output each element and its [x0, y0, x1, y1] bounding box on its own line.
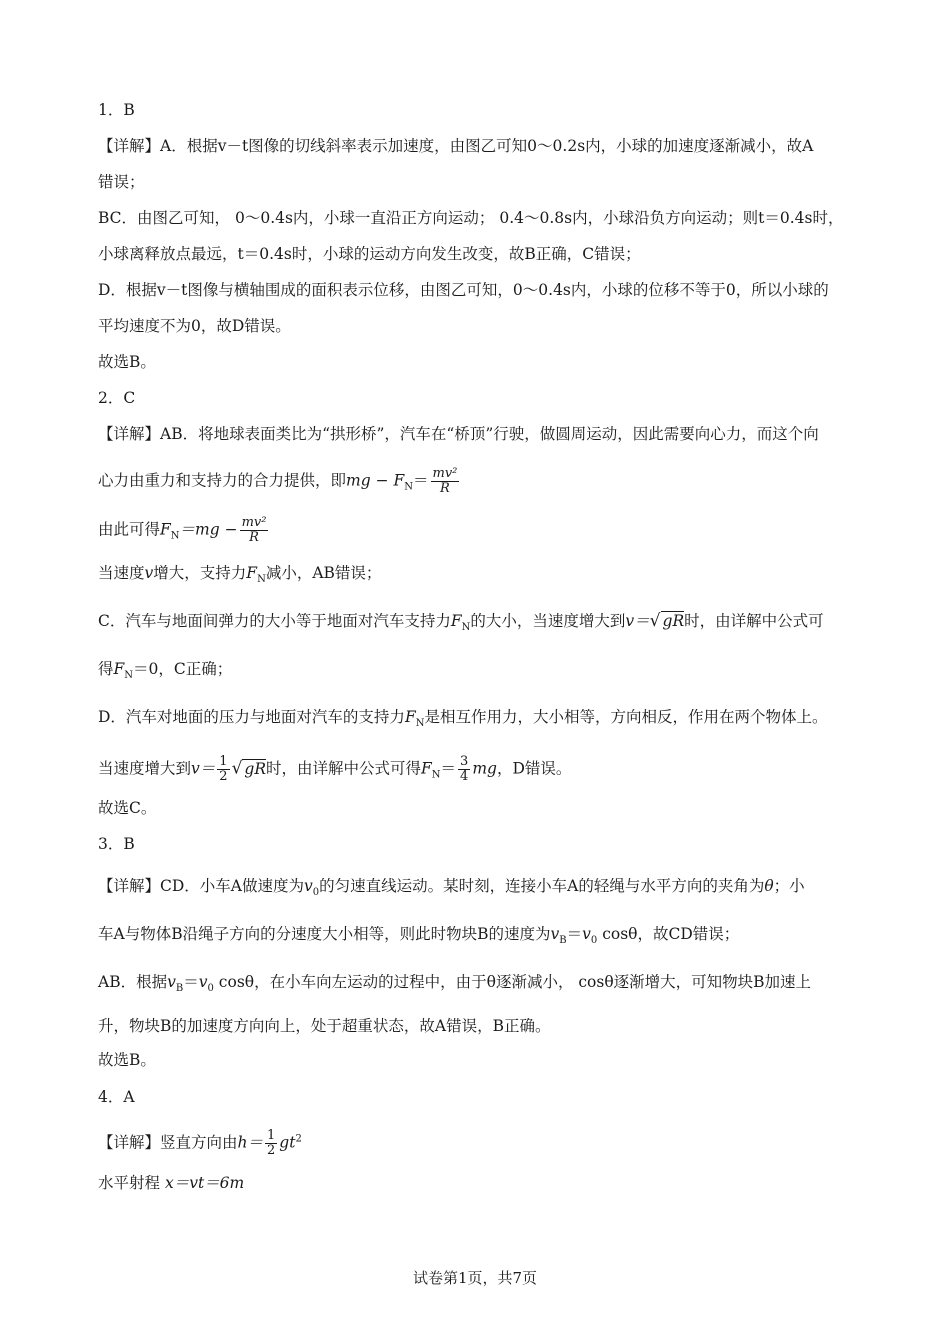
text: 【详解】CD．小车A做速度为: [98, 877, 304, 895]
text: 当速度增大到: [98, 759, 192, 778]
q2-line-2: [98, 467, 461, 498]
q3-line-5: 故选B。: [98, 1051, 156, 1069]
q3-line-2: [98, 924, 739, 951]
equals-sign: ＝: [440, 759, 457, 778]
symbol-mg: mg: [472, 759, 497, 778]
q2-line-3-text: 由此可得: [98, 520, 161, 539]
symbol-f: F: [450, 612, 462, 630]
symbol-v: v: [582, 925, 591, 943]
text: 时，由详解中公式可得: [266, 759, 422, 778]
fraction-numerator: mv²: [432, 466, 458, 481]
q4-line-2: [98, 1173, 244, 1193]
q2-title: 2．C: [98, 389, 136, 407]
q2-line-5: [98, 611, 824, 638]
formula-h-equals: h＝: [237, 1133, 263, 1152]
symbol-v: v: [303, 877, 313, 895]
fraction-three-quarters: [458, 755, 470, 784]
text: ，在小车向左运动的过程中，由于θ逐渐减小， cosθ逐渐增大，可知物块B加速上: [254, 973, 812, 991]
fraction-numerator: 1: [267, 1128, 276, 1143]
fraction-denominator: R: [249, 530, 259, 545]
superscript-2: 2: [295, 1133, 302, 1145]
subscript-n: N: [431, 769, 441, 781]
formula-cos-theta: cosθ: [213, 973, 255, 991]
subscript-0: 0: [312, 887, 320, 899]
fraction-one-half: [265, 1129, 277, 1158]
sqrt-icon: √: [649, 611, 661, 631]
q1-line-6: 平均速度不为0，故D错误。: [98, 317, 291, 335]
radicand-gr: gR: [244, 759, 266, 778]
page-footer: 试卷第1页，共7页: [412, 1269, 538, 1287]
fraction-denominator: R: [440, 481, 450, 496]
q2-line-9: 故选C。: [98, 799, 157, 817]
radicand-gr: gR: [662, 612, 685, 630]
text: 的匀速直线运动。某时刻，连接小车A的轻绳与水平方向的夹角为: [319, 877, 765, 895]
q1-line-4: 小球离释放点最远，t＝0.4s时，小球的运动方向发生改变，故B正确，C错误；: [98, 245, 641, 263]
subscript-n: N: [170, 530, 180, 542]
subscript-0: 0: [207, 983, 214, 995]
fraction-mv2-over-r: [431, 467, 460, 496]
fraction-denominator: 4: [460, 769, 469, 784]
formula-v-equals: v＝: [191, 759, 216, 778]
fraction-denominator: 2: [267, 1143, 276, 1158]
q1-line-5: D．根据v－t图像与横轴围成的面积表示位移，由图乙可知，0～0.4s内，小球的位移不等于0，所以小球的: [98, 281, 829, 299]
symbol-v: v: [144, 564, 154, 582]
formula-v-equals: v＝: [625, 612, 650, 630]
fraction-numerator: 1: [219, 754, 228, 769]
q2-line-1: 【详解】AB．将地球表面类比为“拱形桥”，汽车在“桥顶”行驶，做圆周运动，因此需要向心力，而这个向: [98, 425, 819, 443]
q2-line-6: [98, 659, 232, 686]
symbol-f: F: [160, 520, 171, 539]
q3-line-1: [98, 876, 805, 903]
text: 的大小，当速度增大到: [470, 612, 626, 630]
q1-title: 1．B: [98, 101, 135, 119]
text: D．汽车对地面的压力与地面对汽车的支持力: [98, 708, 405, 726]
q3-title: 3．B: [98, 835, 135, 853]
fraction-numerator: mv²: [241, 515, 267, 530]
formula-x-equals-vt: x＝vt＝6m: [164, 1174, 245, 1192]
q2-line-4: [98, 563, 381, 590]
text: ；小: [773, 877, 805, 895]
q1-line-7: 故选B。: [98, 353, 156, 371]
q2-line-2-text: 心力由重力和支持力的合力提供，即: [98, 471, 347, 490]
text: 当速度: [98, 564, 145, 582]
q2-line-3: [98, 516, 270, 547]
q3-line-4: 升，物块B的加速度方向向上，处于超重状态，故A错误，B正确。: [98, 1017, 551, 1035]
subscript-n: N: [461, 622, 471, 634]
text: 【详解】竖直方向由: [98, 1133, 238, 1152]
subscript-n: N: [415, 718, 425, 730]
symbol-v: v: [167, 973, 176, 991]
symbol-theta: θ: [764, 877, 774, 895]
q4-title: 4．A: [98, 1088, 135, 1106]
q2-line-7: [98, 707, 827, 734]
q1-line-1: 【详解】A．根据v－t图像的切线斜率表示加速度，由图乙可知0～0.2s内，小球的加速度逐渐减小，故A: [98, 137, 814, 155]
symbol-f: F: [421, 759, 432, 778]
fraction-numerator: 3: [460, 754, 469, 769]
text: ，故CD错误；: [637, 925, 740, 943]
text: 车A与物体B沿绳子方向的分速度大小相等，则此时物块B的速度为: [98, 925, 551, 943]
q2-line-8: [98, 755, 571, 786]
subscript-n: N: [124, 670, 134, 682]
subscript-b: B: [175, 983, 184, 995]
q1-line-2: 错误；: [98, 173, 145, 191]
text: ，D错误。: [496, 759, 572, 778]
subscript-n: N: [257, 574, 266, 586]
equals-sign: ＝: [566, 925, 583, 943]
text: C．汽车与地面间弹力的大小等于地面对汽车支持力: [98, 612, 451, 630]
symbol-v: v: [198, 973, 208, 991]
text: 增大，支持力: [153, 564, 247, 582]
formula-cos-theta: cosθ: [597, 925, 638, 943]
subscript-b: B: [559, 935, 567, 947]
text: 得: [98, 660, 114, 678]
subscript-0: 0: [590, 935, 598, 947]
sqrt-icon: √: [231, 758, 243, 779]
text: ＝0，C正确；: [133, 660, 233, 678]
symbol-f: F: [404, 708, 416, 726]
fraction-one-half: [217, 755, 229, 784]
text: 水平射程: [98, 1174, 161, 1192]
q1-line-3: BC．由图乙可知， 0～0.4s内，小球一直沿正方向运动； 0.4～0.8s内，小球沿负方向运动；则t＝0.4s时，: [98, 209, 844, 227]
symbol-f: F: [246, 564, 258, 582]
formula-mg-minus-f: mg − F: [346, 471, 405, 490]
fraction-denominator: 2: [219, 769, 228, 784]
equals-sign: ＝: [183, 973, 199, 991]
fraction-mv2-over-r: [240, 516, 269, 545]
text: AB．根据: [98, 973, 168, 991]
symbol-f: F: [113, 660, 125, 678]
text: 时，由详解中公式可: [684, 612, 824, 630]
text: 是相互作用力，大小相等，方向相反，作用在两个物体上。: [424, 708, 828, 726]
symbol-v: v: [550, 925, 560, 943]
q4-line-1: [98, 1129, 302, 1158]
text: 减小，AB错误；: [265, 564, 382, 582]
symbol-gt: gt: [279, 1133, 296, 1152]
formula-equals-mg-minus: ＝mg −: [179, 520, 238, 539]
q3-line-3: [98, 972, 811, 999]
subscript-n: N: [404, 481, 413, 493]
equals-sign: ＝: [412, 471, 429, 490]
